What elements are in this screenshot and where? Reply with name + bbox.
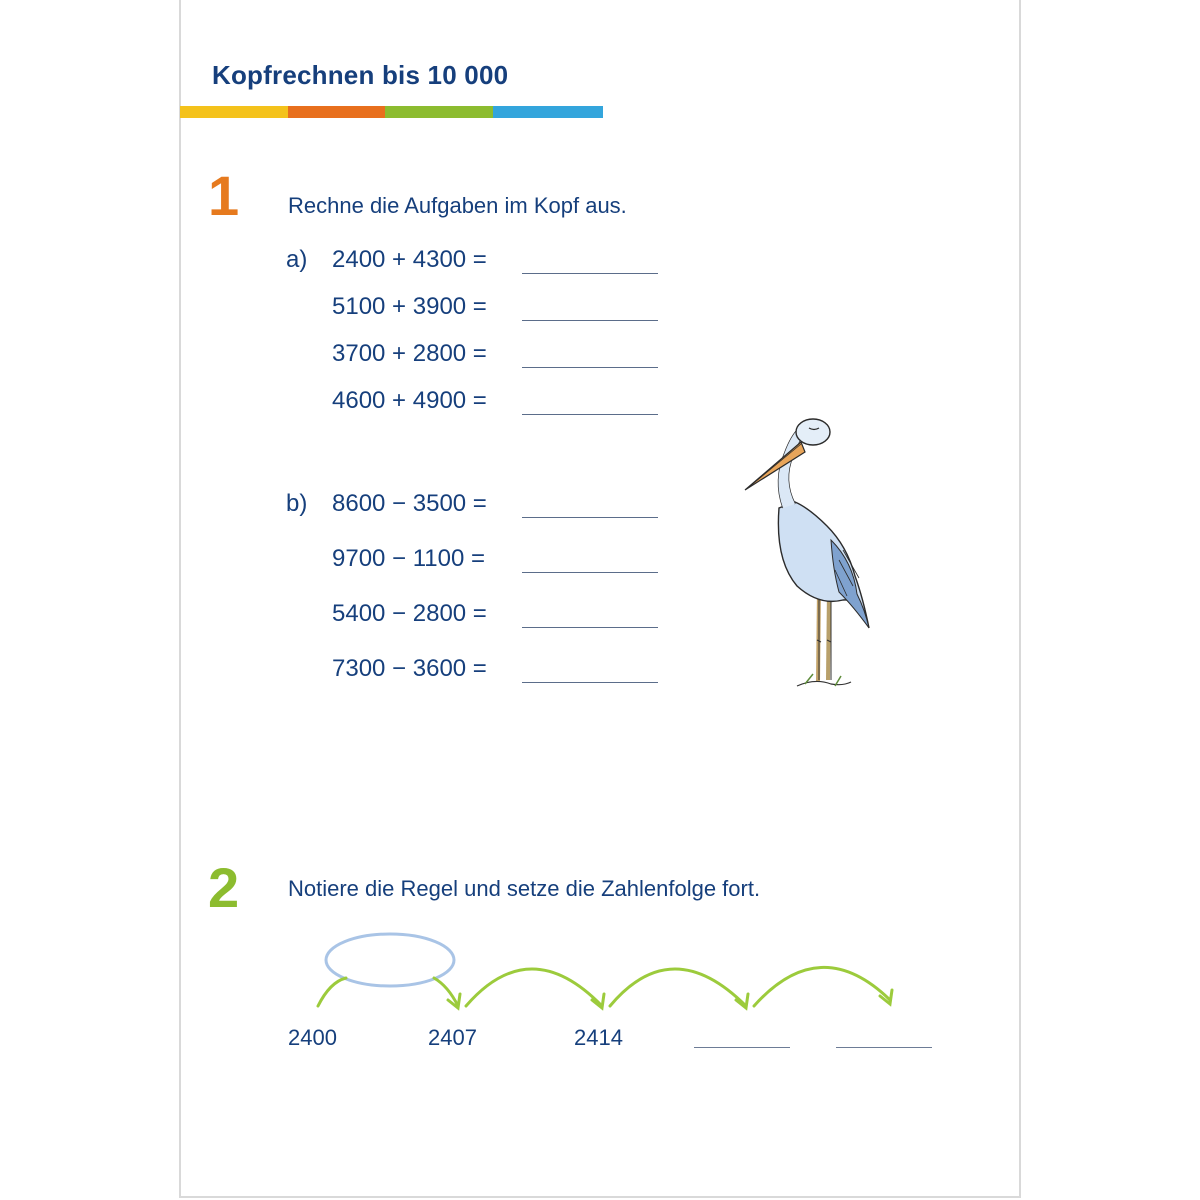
equation-text: 5400 − 2800 = bbox=[332, 600, 487, 627]
equation-text: 9700 − 1100 = bbox=[332, 545, 486, 572]
arrow-arc bbox=[466, 969, 602, 1006]
task-number-1: 1 bbox=[208, 164, 240, 227]
title-bar-yellow bbox=[180, 106, 288, 118]
equation-text: 2400 + 4300 = bbox=[332, 246, 487, 273]
answer-field[interactable] bbox=[522, 273, 658, 274]
answer-field[interactable] bbox=[522, 682, 658, 683]
sequence-arrows bbox=[280, 930, 920, 1030]
task-2-instruction: Notiere die Regel und setze die Zahlenfolge fort. bbox=[288, 876, 761, 901]
page-title: Kopfrechnen bis 10 000 bbox=[212, 60, 509, 90]
sequence-answer-field[interactable] bbox=[694, 1047, 790, 1048]
equation-text: 8600 − 3500 = bbox=[332, 490, 487, 517]
stork-illustration bbox=[735, 410, 885, 700]
arrow-arc bbox=[610, 969, 746, 1006]
sequence-number: 2407 bbox=[428, 1025, 477, 1050]
answer-field[interactable] bbox=[522, 517, 658, 518]
equation-text: 7300 − 3600 = bbox=[332, 655, 487, 682]
answer-field[interactable] bbox=[522, 320, 658, 321]
arrow-arc bbox=[754, 967, 890, 1006]
part-label-b: b) bbox=[286, 490, 308, 517]
answer-field[interactable] bbox=[522, 414, 658, 415]
equation-text: 3700 + 2800 = bbox=[332, 340, 487, 367]
task-number-2: 2 bbox=[208, 856, 240, 919]
task-1-instruction: Rechne die Aufgaben im Kopf aus. bbox=[288, 193, 627, 218]
sequence-answer-field[interactable] bbox=[836, 1047, 932, 1048]
title-bar-green bbox=[385, 106, 493, 118]
arrow-arc bbox=[434, 978, 458, 1006]
answer-field[interactable] bbox=[522, 367, 658, 368]
equation-text: 4600 + 4900 = bbox=[332, 387, 487, 414]
sequence-number: 2400 bbox=[288, 1025, 337, 1050]
arrow-arc bbox=[318, 978, 346, 1006]
part-label-a: a) bbox=[286, 246, 308, 273]
answer-field[interactable] bbox=[522, 572, 658, 573]
title-bar-blue bbox=[493, 106, 603, 118]
title-bar-orange bbox=[288, 106, 385, 118]
answer-field[interactable] bbox=[522, 627, 658, 628]
equation-text: 5100 + 3900 = bbox=[332, 293, 487, 320]
sequence-number: 2414 bbox=[574, 1025, 623, 1050]
